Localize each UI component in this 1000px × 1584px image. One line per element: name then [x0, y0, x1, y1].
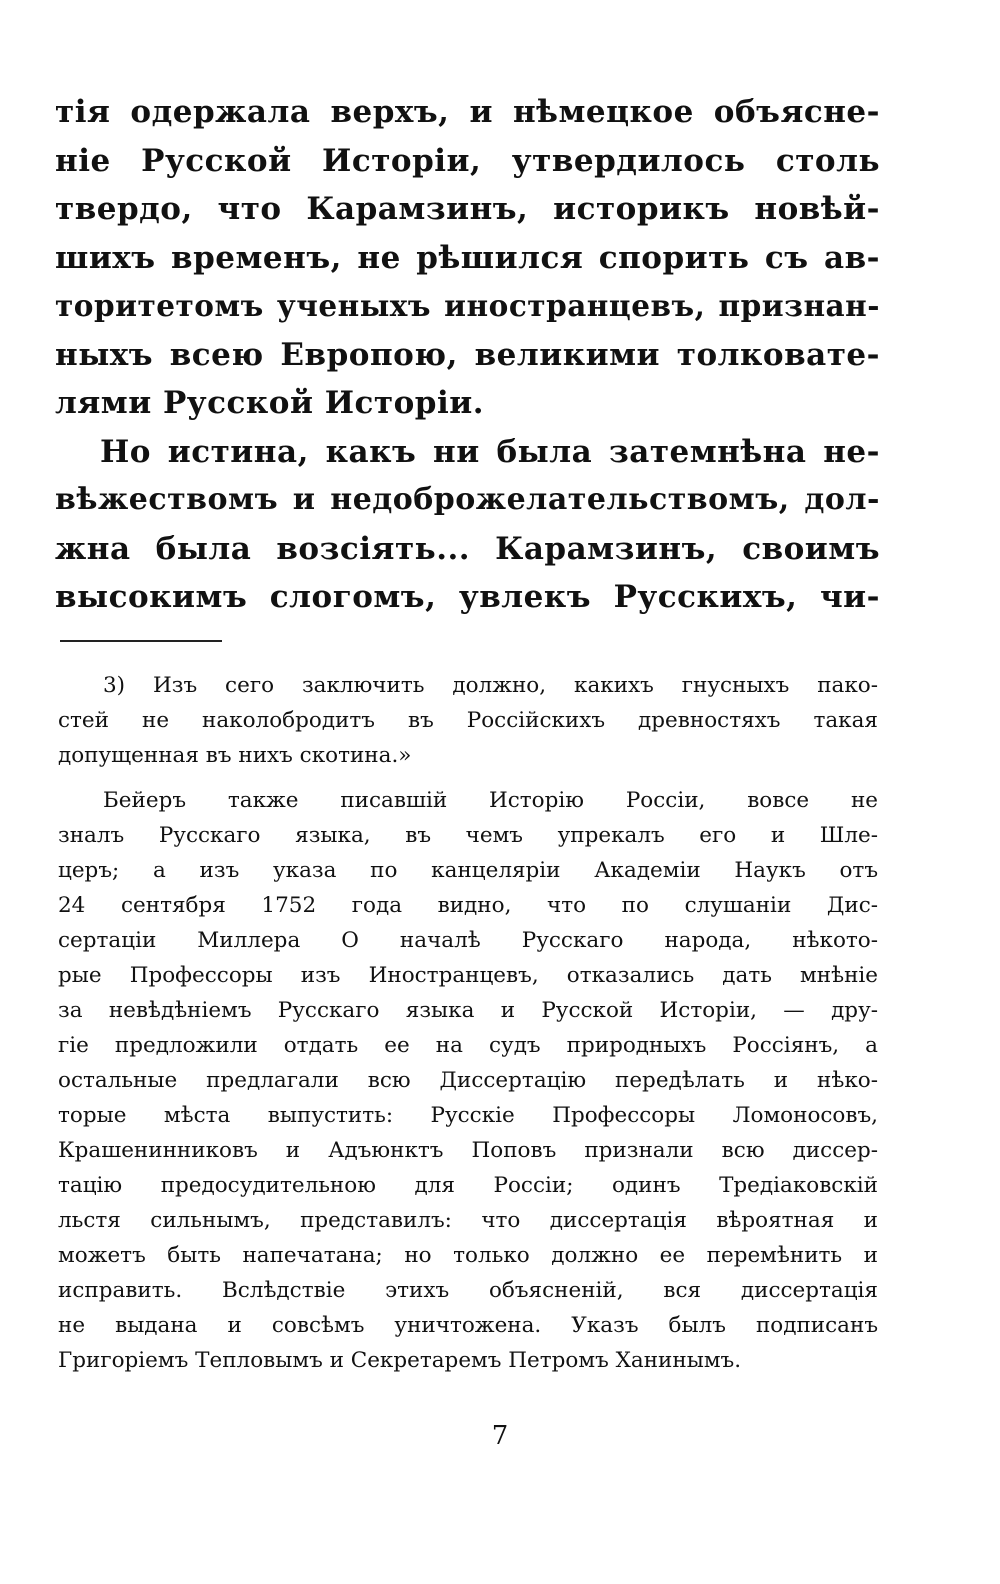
footnote-line: тацію предосудительною для Россіи; одинъ Тредіаковскій: [58, 1173, 878, 1198]
footnote-line: не выдана и совсѣмъ уничтожена. Указъ былъ подписанъ: [58, 1313, 878, 1338]
footnote-separator: [60, 640, 222, 642]
footnote-line: сертаціи Миллера О началѣ Русскаго народа, нѣкото-: [58, 928, 878, 953]
footnote-line: гіе предложили отдать ее на судъ природныхъ Россіянъ, а: [58, 1033, 878, 1058]
footnote-line: Бейеръ также писавшій Исторію Россіи, вовсе не: [103, 788, 878, 813]
main-text-line: торитетомъ ученыхъ иностранцевъ, признан-: [55, 288, 880, 323]
main-text-line: вѣжествомъ и недоброжелательствомъ, дол-: [55, 482, 880, 517]
footnote-line: льстя сильнымъ, представилъ: что диссертація вѣроятная и: [58, 1208, 878, 1233]
footnote-line: Григоріемъ Тепловымъ и Секретаремъ Петромъ Ханинымъ.: [58, 1348, 742, 1373]
main-text-line: высокимъ слогомъ, увлекъ Русскихъ, чи-: [55, 579, 880, 615]
main-text: [55, 88, 880, 622]
footnote-line: остальные предлагали всю Диссертацію передѣлать и нѣко-: [58, 1068, 878, 1093]
main-text-line: шихъ временъ, не рѣшился спорить съ ав-: [55, 239, 880, 276]
footnote-line: исправить. Вслѣдствіе этихъ объясненій, вся диссертація: [58, 1278, 878, 1303]
page-number: 7: [491, 1421, 509, 1451]
footnote-line: стей не наколобродитъ въ Россійскихъ древностяхъ такая: [58, 708, 878, 733]
footnote-line: Крашенинниковъ и Адъюнктъ Поповъ признали всю диссер-: [58, 1138, 878, 1163]
footnote-line: церъ; а изъ указа по канцеляріи Академіи Наукъ отъ: [58, 858, 878, 883]
footnote-line: допущенная въ нихъ скотина.»: [58, 743, 412, 768]
footnote-line: 3) Изъ сего заключить должно, какихъ гнусныхъ пако-: [103, 673, 878, 698]
main-text-line: ніе Русской Исторіи, утвердилось столь: [55, 142, 880, 179]
main-text-line: тія одержала верхъ, и нѣмецкое объясне-: [55, 94, 880, 130]
main-text-line: твердо, что Карамзинъ, историкъ новѣй-: [55, 191, 880, 227]
main-text-line: Но истина, какъ ни была затемнѣна не-: [100, 433, 880, 470]
footnote: [58, 668, 878, 1378]
main-text-line: лями Русской Исторіи.: [55, 385, 485, 421]
footnote-line: торые мѣста выпустить: Русскіе Профессоры Ломоносовъ,: [58, 1103, 878, 1128]
footnote-line: можетъ быть напечатана; но только должно ее перемѣнить и: [58, 1243, 878, 1268]
footnote-line: зналъ Русскаго языка, въ чемъ упрекалъ его и Шле-: [58, 823, 878, 848]
footnote-line: за невѣдѣніемъ Русскаго языка и Русской Исторіи, — дру-: [58, 998, 878, 1023]
footnote-line: рые Профессоры изъ Иностранцевъ, отказались дать мнѣніе: [58, 963, 878, 988]
footnote-line: 24 сентября 1752 года видно, что по слушаніи Дис-: [58, 893, 878, 918]
main-text-line: ныхъ всею Европою, великими толковате-: [55, 336, 880, 373]
main-text-line: жна была возсіять... Карамзинъ, своимъ: [55, 530, 880, 567]
